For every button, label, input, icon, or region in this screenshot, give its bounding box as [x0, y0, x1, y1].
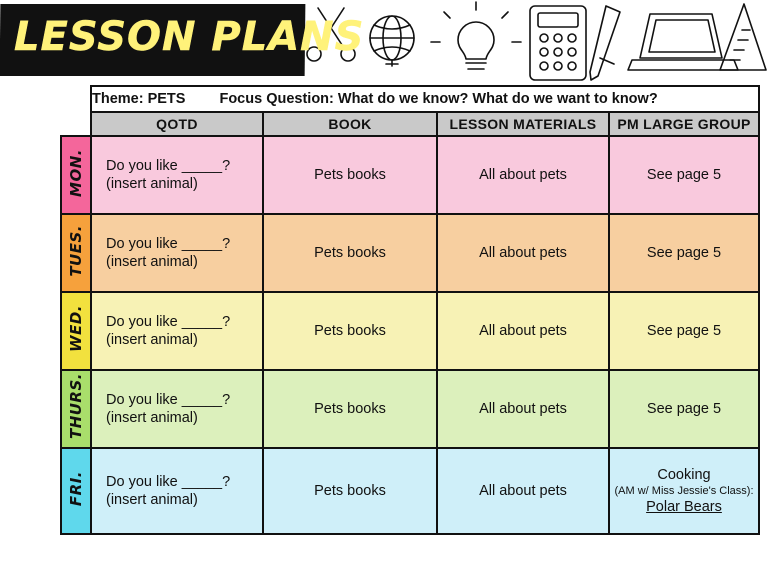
cell-materials-wed: All about pets	[437, 292, 609, 370]
table-row	[61, 370, 759, 448]
laptop-icon	[628, 14, 738, 70]
cell-qotd-tues	[91, 214, 263, 292]
theme-label: Theme: PETS	[92, 91, 186, 107]
cell-book-tues: Pets books	[263, 214, 437, 292]
cell-materials-fri: All about pets	[437, 448, 609, 534]
column-header-row	[61, 112, 759, 136]
cell-qotd-wed	[91, 292, 263, 370]
cell-book-wed: Pets books	[263, 292, 437, 370]
day-tab-wed	[61, 292, 91, 370]
lesson-plan-table-wrapper	[60, 85, 758, 535]
cell-book-thurs: Pets books	[263, 370, 437, 448]
cell-pm-thurs: See page 5	[609, 370, 759, 448]
cell-qotd-thurs	[91, 370, 263, 448]
column-header-qotd: QOTD	[91, 112, 263, 136]
cell-book-fri: Pets books	[263, 448, 437, 534]
qotd-line-1: Do you like _____?	[106, 157, 231, 174]
qotd-line-2: (insert animal)	[106, 492, 198, 508]
column-header-pm-large-group: PM LARGE GROUP	[609, 112, 759, 136]
qotd-line-1: Do you like _____?	[106, 235, 231, 252]
lightbulb-icon	[431, 2, 521, 69]
qotd-line-1: Do you like _____?	[106, 391, 231, 408]
page-title: LESSON PLANS	[14, 14, 365, 60]
cell-pm-fri	[609, 448, 759, 534]
cell-pm-wed: See page 5	[609, 292, 759, 370]
day-tab-fri	[61, 448, 91, 534]
focus-question-label: Focus Question: What do we know? What do we want to know?	[219, 91, 658, 107]
table-row	[61, 292, 759, 370]
table-row	[61, 136, 759, 214]
cell-book-mon: Pets books	[263, 136, 437, 214]
pm-sub-text: (AM w/ Miss Jessie's Class):	[614, 484, 754, 497]
column-header-book: BOOK	[263, 112, 437, 136]
theme-cell	[91, 86, 759, 112]
pencil-icon	[590, 6, 620, 80]
qotd-line-2: (insert animal)	[106, 332, 198, 348]
cell-materials-tues: All about pets	[437, 214, 609, 292]
pm-main-text: Cooking	[657, 466, 711, 483]
cell-qotd-fri	[91, 448, 263, 534]
cell-materials-thurs: All about pets	[437, 370, 609, 448]
qotd-line-1: Do you like _____?	[106, 473, 231, 490]
theme-spacer	[61, 86, 91, 112]
day-tab-thurs	[61, 370, 91, 448]
pm-activity-link: Polar Bears	[646, 499, 722, 516]
day-tab-tues	[61, 214, 91, 292]
table-row	[61, 448, 759, 534]
header-spacer	[61, 112, 91, 136]
qotd-line-2: (insert animal)	[106, 254, 198, 270]
qotd-line-2: (insert animal)	[106, 176, 198, 192]
globe-icon	[370, 16, 414, 66]
cell-materials-mon: All about pets	[437, 136, 609, 214]
day-tab-mon	[61, 136, 91, 214]
qotd-line-2: (insert animal)	[106, 410, 198, 426]
header-doodle-art	[300, 0, 768, 88]
theme-row	[61, 86, 759, 112]
lesson-plan-table	[60, 85, 760, 535]
day-label: MON.	[67, 148, 85, 197]
cell-pm-mon: See page 5	[609, 136, 759, 214]
day-label: WED.	[67, 305, 85, 352]
calculator-icon	[530, 6, 586, 80]
cell-pm-tues: See page 5	[609, 214, 759, 292]
cell-qotd-mon	[91, 136, 263, 214]
column-header-lesson-materials: LESSON MATERIALS	[437, 112, 609, 136]
day-label: TUES.	[67, 224, 85, 277]
day-label: THURS.	[67, 373, 85, 440]
qotd-line-1: Do you like _____?	[106, 313, 231, 330]
day-label: FRI.	[67, 470, 85, 507]
table-row	[61, 214, 759, 292]
